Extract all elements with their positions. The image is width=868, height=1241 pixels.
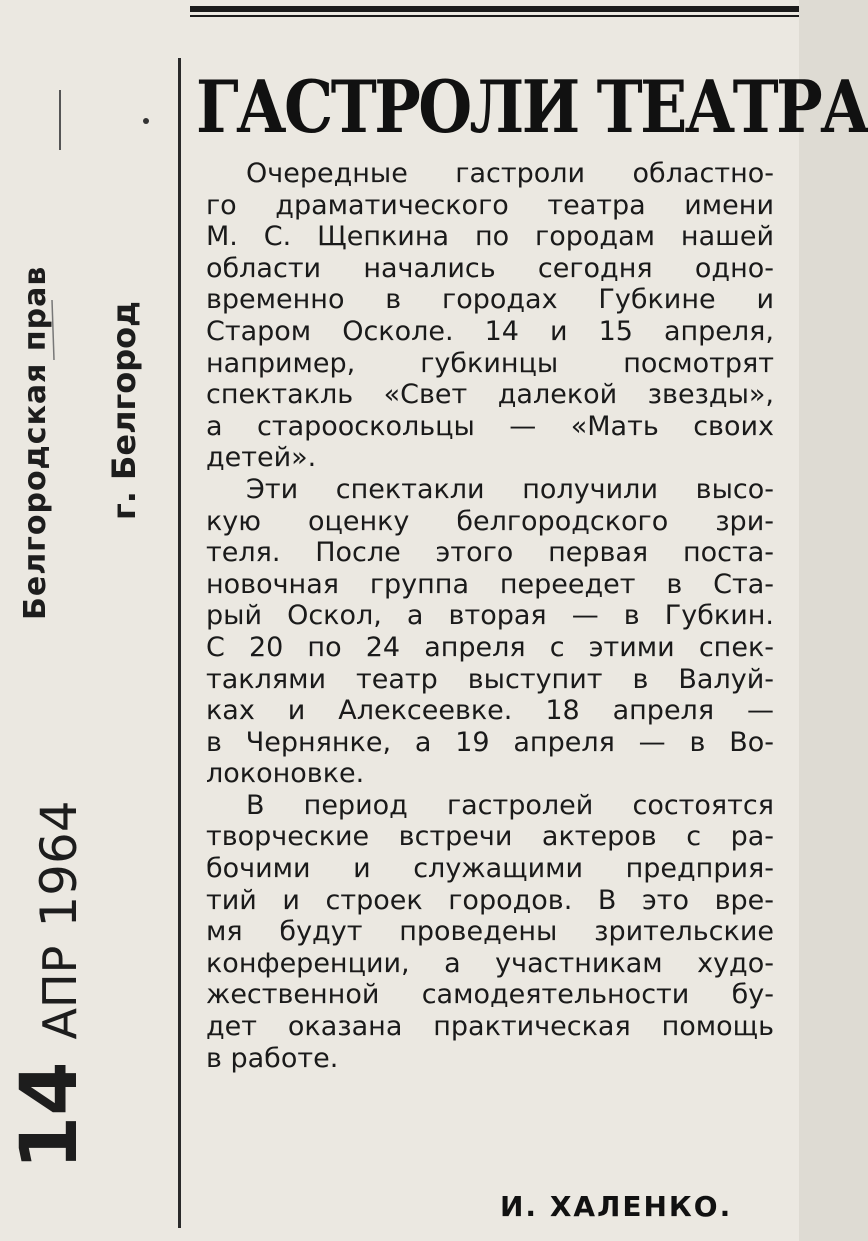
article-title: ГАСТРОЛИ ТЕАТРА bbox=[196, 64, 868, 149]
article-line: творческие встречи актеров с ра- bbox=[206, 821, 774, 853]
article-line: Старом Осколе. 14 и 15 апреля, bbox=[206, 315, 774, 347]
article-line: тий и строек городов. В это вре- bbox=[206, 884, 774, 916]
article-line: Эти спектакли получили высо- bbox=[246, 473, 774, 505]
article-line: ках и Алексеевке. 18 апреля — bbox=[206, 695, 774, 727]
article-line: мя будут проведены зрительские bbox=[206, 916, 774, 948]
article-line: таклями театр выступит в Валуй- bbox=[206, 663, 774, 695]
article-line: конференции, а участникам худо- bbox=[206, 947, 774, 979]
article-line: в Чернянке, а 19 апреля — в Во- bbox=[206, 726, 774, 758]
article-line: кую оценку белгородского зри- bbox=[206, 505, 774, 537]
article-line: детей». bbox=[206, 442, 317, 474]
article-line: временно в городах Губкине и bbox=[206, 284, 774, 316]
article-line: бочими и служащими предприя- bbox=[206, 853, 774, 885]
article-line: например, губкинцы посмотрят bbox=[206, 347, 774, 379]
article-line: М. С. Щепкина по городам нашей bbox=[206, 221, 774, 253]
article-line: С 20 по 24 апреля с этими спек- bbox=[206, 631, 774, 663]
article-line: теля. После этого первая поста- bbox=[206, 537, 774, 569]
column-rule bbox=[178, 58, 181, 1228]
article-line: дет оказана практическая помощь bbox=[206, 1011, 774, 1043]
ink-speck bbox=[143, 118, 149, 124]
date-stamp bbox=[5, 800, 95, 1170]
top-rule bbox=[190, 6, 799, 12]
article-line: Очередные гастроли областно- bbox=[246, 158, 774, 189]
article-line: жественной самодеятельности бу- bbox=[206, 979, 774, 1011]
article-line: рый Оскол, а вторая — в Губкин. bbox=[206, 600, 774, 632]
top-rule-thin bbox=[190, 15, 799, 17]
article-body bbox=[206, 158, 774, 1074]
article-line: локоновке. bbox=[206, 758, 365, 790]
article-line: спектакль «Свет далекой звезды», bbox=[206, 379, 774, 411]
date-stamp-day: 14 bbox=[5, 1061, 95, 1170]
newspaper-source-stamp: Белгородская прав bbox=[18, 265, 53, 620]
article-line: в работе. bbox=[206, 1042, 339, 1074]
article-author: И. ХАЛЕНКО. bbox=[500, 1190, 733, 1223]
article-line: области начались сегодня одно- bbox=[206, 252, 774, 284]
article-line: В период гастролей состоятся bbox=[246, 789, 774, 821]
newspaper-city-stamp: г. Белгород bbox=[105, 301, 143, 520]
article-line: а староoскольцы — «Мать своих bbox=[206, 410, 774, 442]
article-line: новочная группа переедет в Ста- bbox=[206, 568, 774, 600]
article-line: го драматического театра имени bbox=[206, 189, 774, 221]
date-stamp-year: 1964 bbox=[30, 800, 88, 928]
date-stamp-month: АПР bbox=[33, 945, 87, 1040]
